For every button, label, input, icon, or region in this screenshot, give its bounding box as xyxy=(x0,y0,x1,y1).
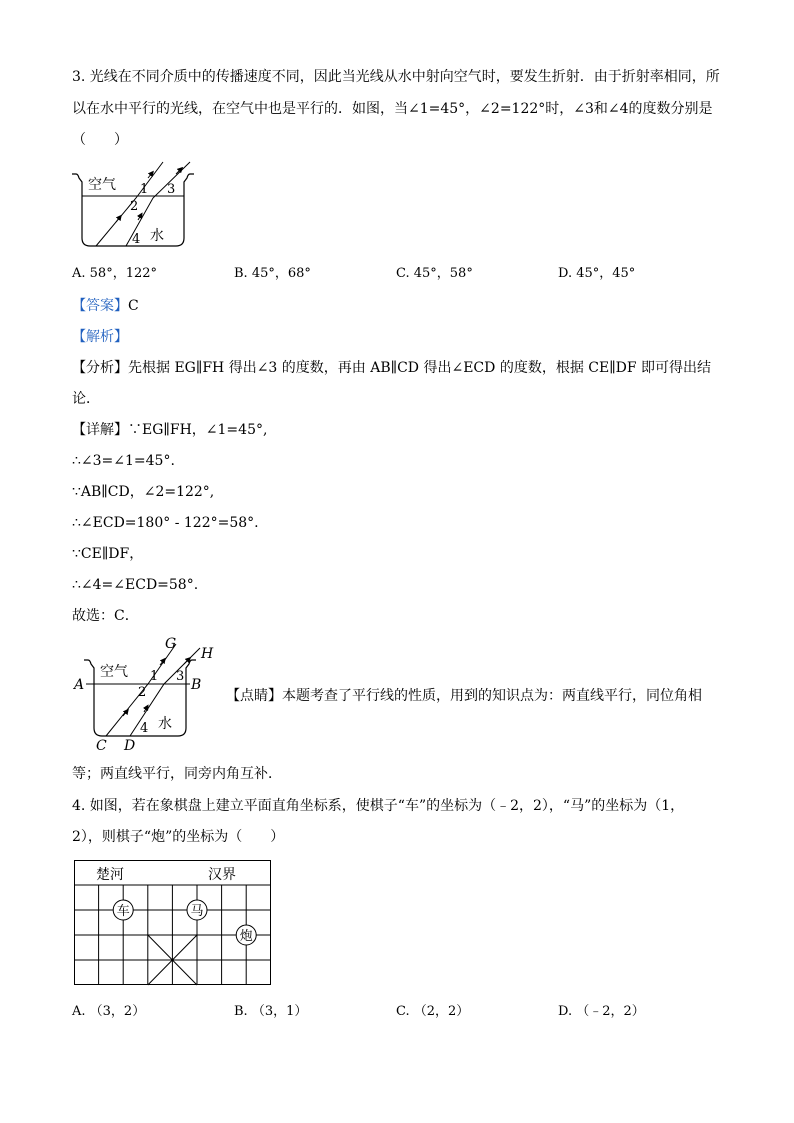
fig2-water-label: 水 xyxy=(158,716,172,732)
detail-tag: 【详解】 xyxy=(72,422,128,438)
q3-detail-line-2: ∴∠3=∠1=45°. xyxy=(72,453,175,469)
q3-fenxi-line-2: 论． xyxy=(72,391,100,407)
point-g-label: G xyxy=(165,636,177,652)
point-d-label: D xyxy=(124,738,136,754)
q4-option-a: A. （3，2） xyxy=(72,1004,146,1019)
q3-option-c: C. 45°，58° xyxy=(396,266,473,281)
q3-option-a: A. 58°，122° xyxy=(72,266,158,281)
air-label: 空气 xyxy=(88,177,116,193)
piece-pao-label: 炮 xyxy=(239,929,253,944)
fenxi-tag: 【分析】 xyxy=(72,360,128,376)
fenxi-text-1: 先根据 EG∥FH 得出∠3 的度数，再由 AB∥CD 得出∠ECD 的度数，根据 CE∥DF 即可得出结 xyxy=(128,360,712,376)
q3-fenxi-line-1 xyxy=(72,358,711,378)
q4-option-b: B. （3，1） xyxy=(234,1004,308,1019)
q3-detail-line-5: ∵CE∥DF， xyxy=(72,546,144,562)
water-label: 水 xyxy=(150,228,164,244)
q4-option-c: C. （2，2） xyxy=(396,1004,470,1019)
q3-detail-line-7: 故选：C． xyxy=(72,608,139,624)
angle-4-label: 4 xyxy=(132,232,141,247)
answer-tag: 【答案】 xyxy=(72,298,128,314)
point-a-label: A xyxy=(74,677,85,693)
q4-option-d: D. （﹣2，2） xyxy=(558,1004,645,1019)
piece-che-label: 车 xyxy=(116,904,130,919)
fig2-air-label: 空气 xyxy=(100,664,128,680)
q3-analysis-heading xyxy=(72,327,128,347)
q3-solution-figure xyxy=(68,636,222,756)
q3-answer-line xyxy=(72,296,139,316)
river-label-han: 汉界 xyxy=(208,867,236,883)
point-c-label: C xyxy=(96,738,107,754)
q3-dianjing-line-2: 等；两直线平行，同旁内角互补． xyxy=(72,766,282,782)
q3-detail-line-4: ∴∠ECD=180° - 122°=58°. xyxy=(72,515,259,531)
q3-detail-line-1 xyxy=(72,420,267,440)
q3-stem-line-3: （ ） xyxy=(72,132,128,148)
river-label-chu: 楚河 xyxy=(96,867,124,883)
q3-detail-line-6: ∴∠4=∠ECD=58°. xyxy=(72,577,199,593)
angle-2-label: 2 xyxy=(130,199,139,214)
angle-1-label: 1 xyxy=(140,182,149,197)
q3-figure xyxy=(68,158,198,250)
answer-value: C xyxy=(128,298,139,314)
fig2-angle-3: 3 xyxy=(176,669,185,684)
q4-stem-line-2: 2），则棋子“炮”的坐标为（ ） xyxy=(72,829,285,845)
detail-step-1: ∵EG∥FH，∠1=45°, xyxy=(128,422,268,438)
fig2-angle-1: 1 xyxy=(150,669,159,684)
piece-ma-label: 马 xyxy=(190,904,204,919)
dianjing-text-1: 本题考查了平行线的性质，用到的知识点为：两直线平行，同位角相 xyxy=(282,688,702,704)
q4-stem-line-1: 4. 如图，若在象棋盘上建立平面直角坐标系，使棋子“车”的坐标为（﹣2，2），“马”的坐标为（1， xyxy=(72,798,685,814)
fig2-angle-4: 4 xyxy=(140,721,149,736)
point-b-label: B xyxy=(191,677,202,693)
q3-detail-line-3: ∵AB∥CD，∠2=122°, xyxy=(72,484,215,500)
angle-3-label: 3 xyxy=(167,182,176,197)
fig2-angle-2: 2 xyxy=(138,685,147,700)
q3-option-b: B. 45°，68° xyxy=(234,266,311,281)
q3-option-d: D. 45°，45° xyxy=(558,266,636,281)
q3-stem-line-1: 3. 光线在不同介质中的传播速度不同，因此当光线从水中射向空气时，要发生折射．由于折射率相同，所 xyxy=(72,69,720,85)
q3-dianjing-line-1 xyxy=(226,686,702,706)
q4-chess-board xyxy=(74,860,274,988)
q3-stem-line-2: 以在水中平行的光线，在空气中也是平行的．如图，当∠1=45°，∠2=122°时，∠3和∠4的度数分别是 xyxy=(72,101,713,117)
point-h-label: H xyxy=(201,646,214,662)
analysis-tag: 【解析】 xyxy=(72,329,128,345)
dianjing-tag: 【点睛】 xyxy=(226,688,282,704)
